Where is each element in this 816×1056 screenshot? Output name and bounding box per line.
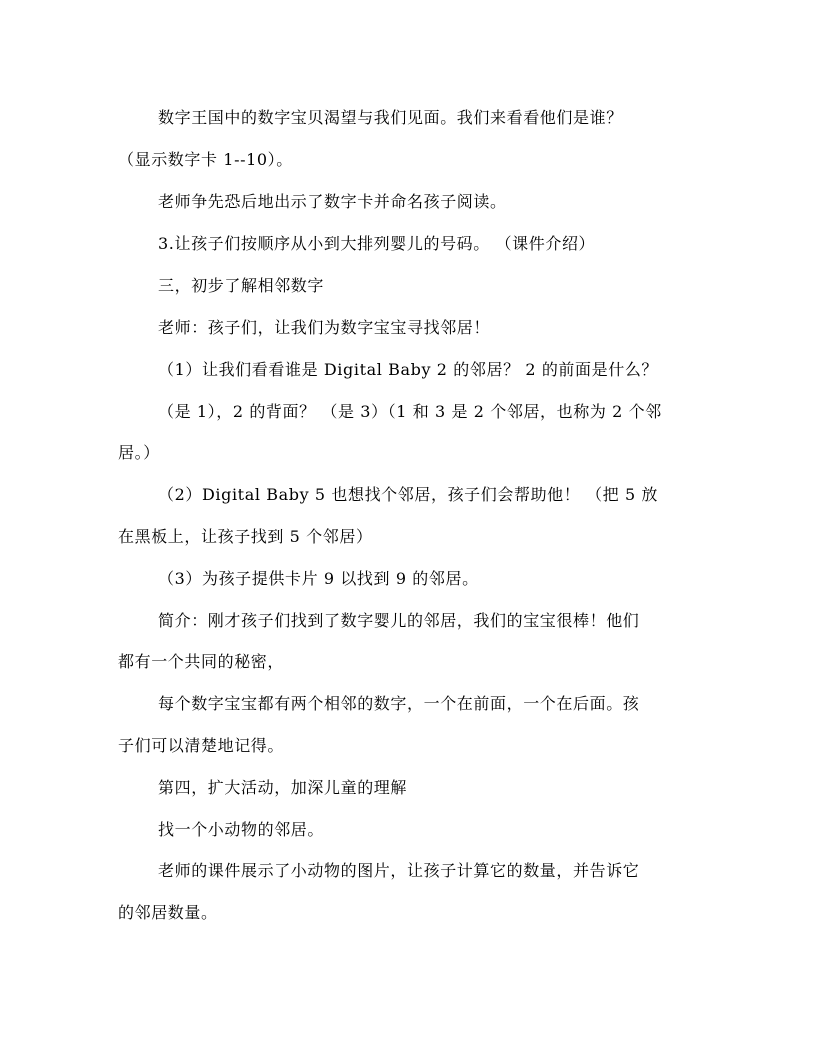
section-heading: 第四，扩大活动，加深儿童的理解 bbox=[158, 778, 408, 797]
text-line: （是 1），2 的背面？ （是 3）（1 和 3 是 2 个邻居，也称为 2 个邻 bbox=[158, 402, 662, 421]
text-line: 都有一个共同的秘密， bbox=[118, 652, 285, 671]
text-line: 老师争先恐后地出示了数字卡并命名孩子阅读。 bbox=[158, 192, 507, 211]
text-line: 数字王国中的数字宝贝渴望与我们见面。我们来看看他们是谁？ bbox=[158, 108, 623, 127]
text-line: 老师的课件展示了小动物的图片，让孩子计算它的数量，并告诉它 bbox=[158, 861, 640, 880]
text-line: 找一个小动物的邻居。 bbox=[158, 820, 325, 839]
text-line: 在黑板上，让孩子找到 5 个邻居） bbox=[118, 527, 373, 546]
text-line: 老师：孩子们，让我们为数字宝宝寻找邻居！ bbox=[158, 318, 491, 337]
text-line: （1）让我们看看谁是 Digital Baby 2 的邻居？ 2 的前面是什么？ bbox=[158, 360, 659, 379]
text-line: 3.让孩子们按顺序从小到大排列婴儿的号码。 （课件介绍） bbox=[158, 234, 596, 253]
text-line: 简介：刚才孩子们找到了数字婴儿的邻居，我们的宝宝很棒！他们 bbox=[158, 611, 640, 630]
text-line: （3）为孩子提供卡片 9 以找到 9 的邻居。 bbox=[158, 569, 479, 588]
text-line: 的邻居数量。 bbox=[118, 903, 218, 922]
text-line: 每个数字宝宝都有两个相邻的数字，一个在前面，一个在后面。孩 bbox=[158, 694, 640, 713]
text-line: 居。） bbox=[118, 443, 160, 462]
section-heading: 三，初步了解相邻数字 bbox=[158, 276, 325, 295]
text-line: （2）Digital Baby 5 也想找个邻居，孩子们会帮助他！ （把 5 放 bbox=[158, 485, 659, 504]
text-line: 子们可以清楚地记得。 bbox=[118, 736, 285, 755]
text-line: （显示数字卡 1--10）。 bbox=[118, 150, 293, 169]
